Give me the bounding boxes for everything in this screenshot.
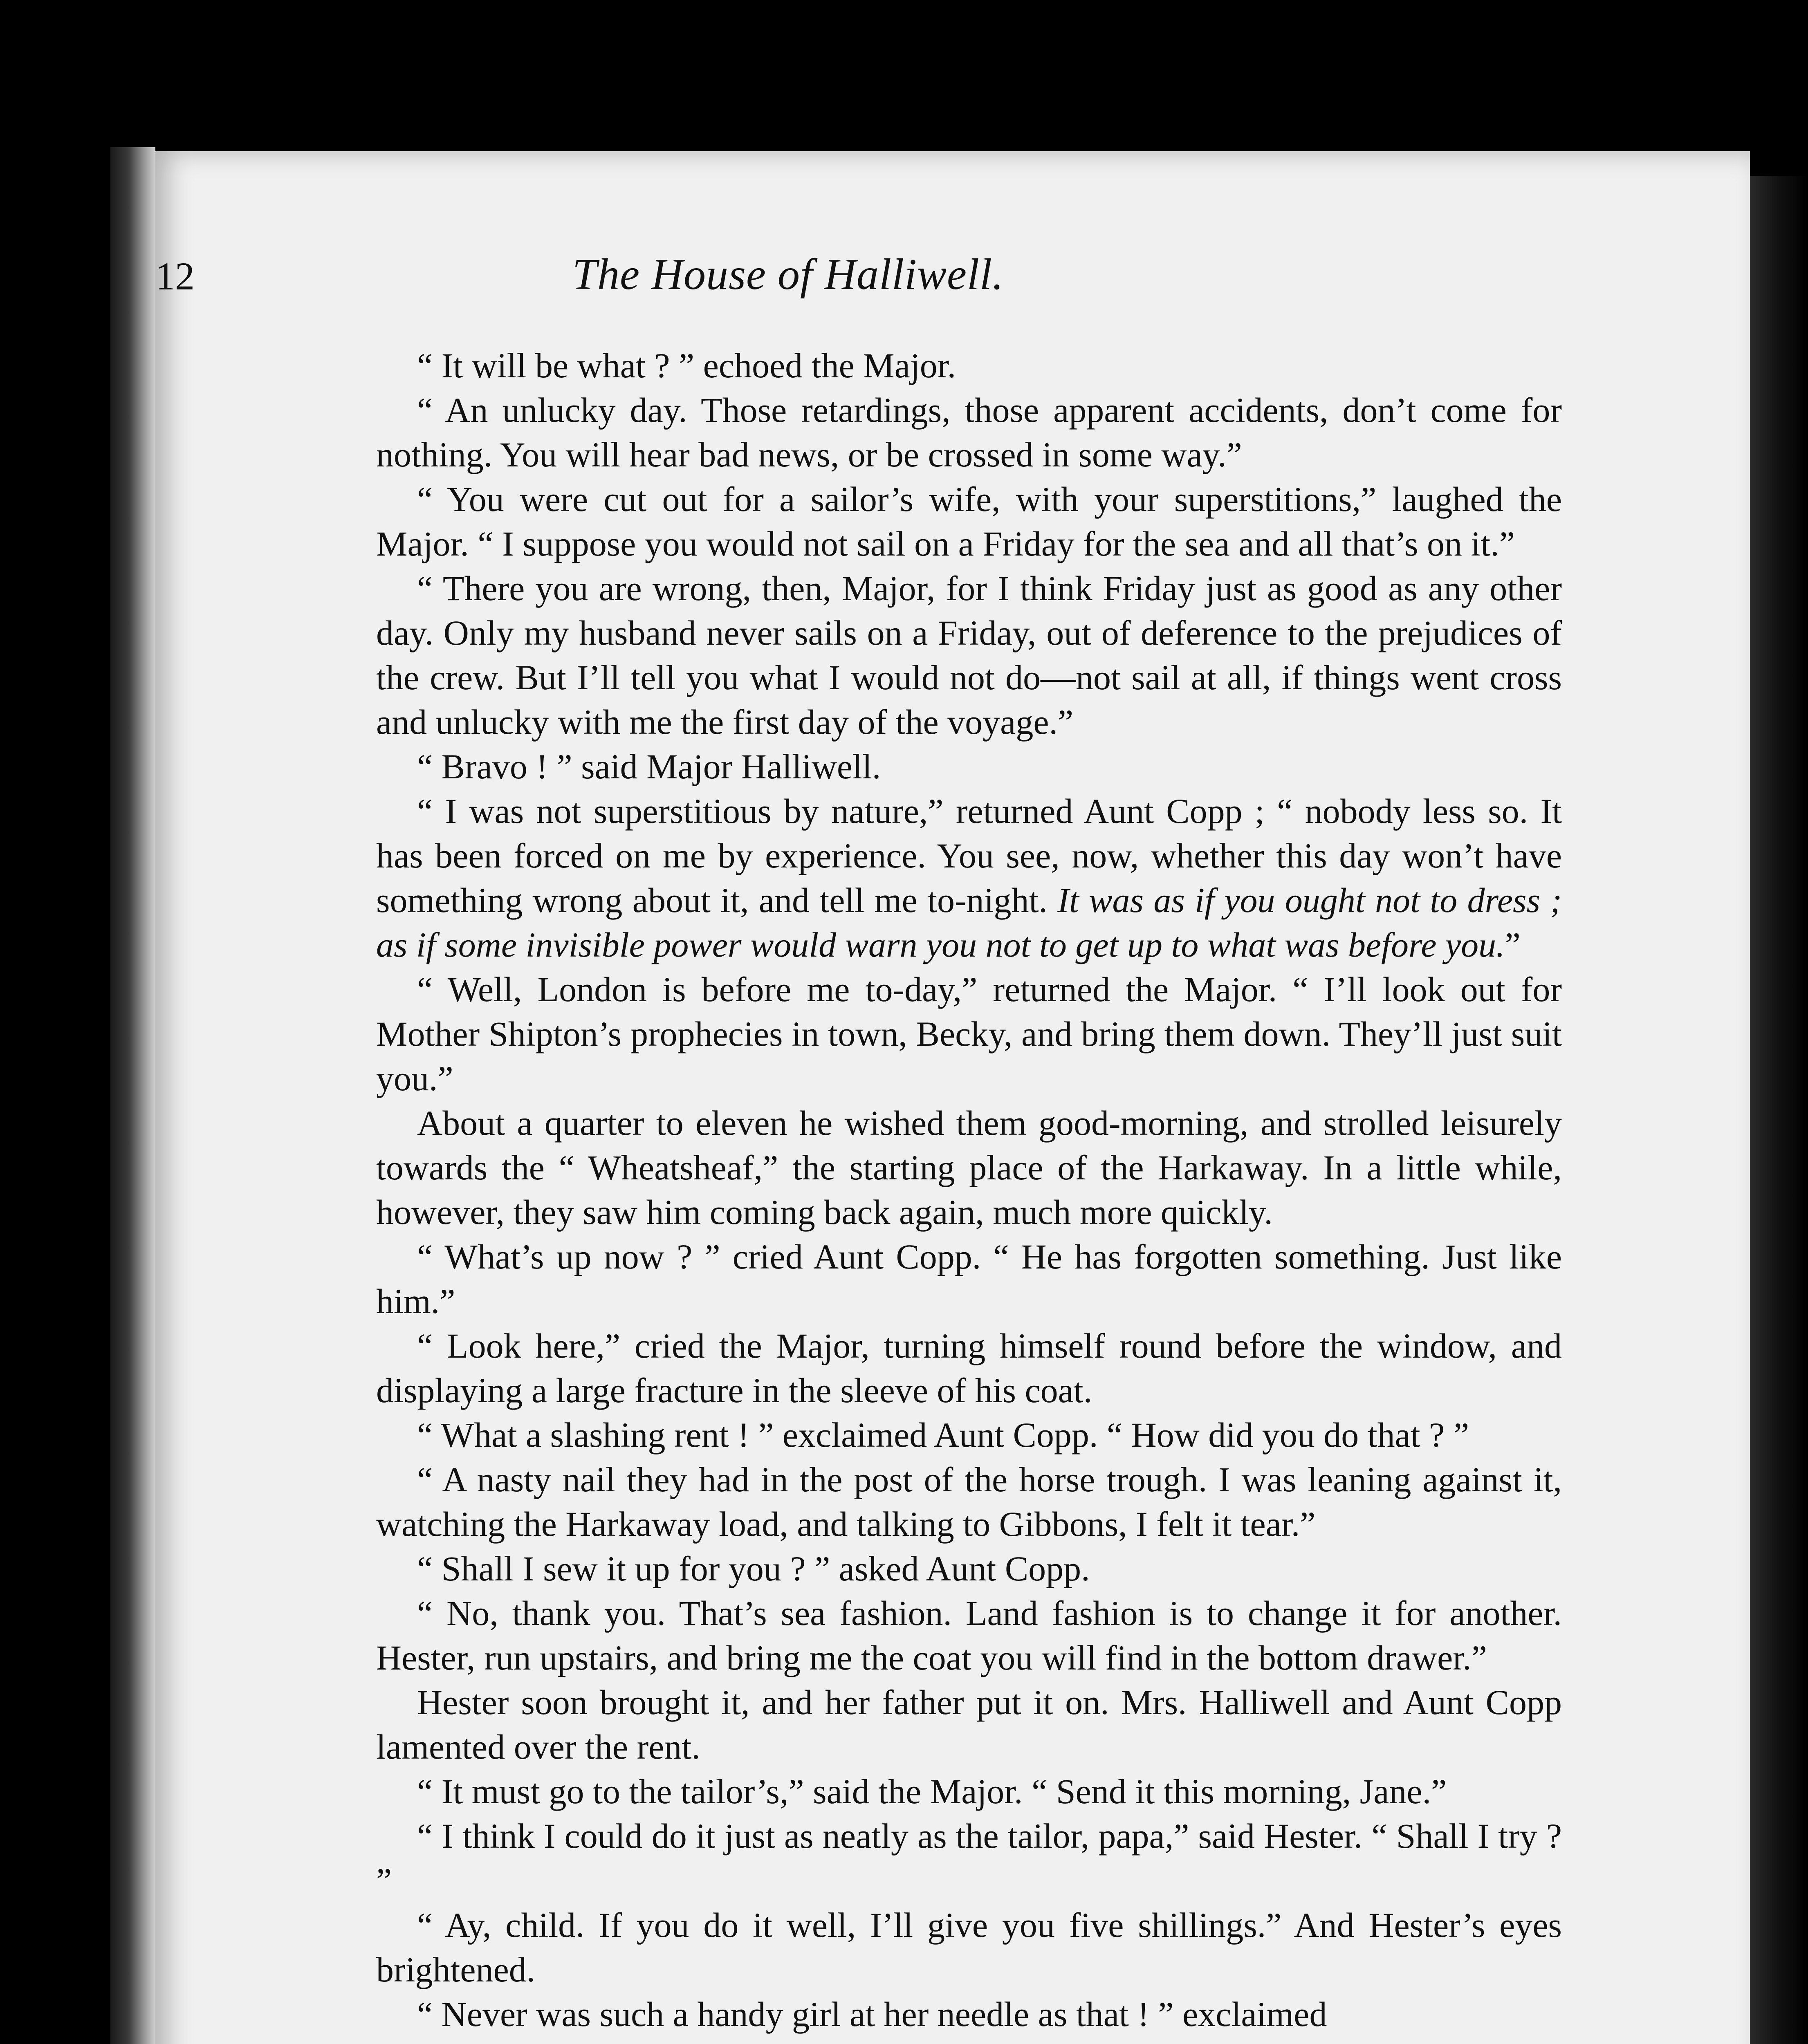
- paragraph: “ A nasty nail they had in the post of the horse trough. I was leaning against it, watching the Harkaway load, and talking to Gibbons, I felt it tear.”: [376, 1460, 1562, 1544]
- paragraph: “ An unlucky day. Those retardings, those apparent accidents, don’t come for nothing. You will hear bad news, or be crossed in some way.”: [376, 390, 1562, 474]
- paragraph: “ It will be what ? ” echoed the Major.: [417, 346, 956, 385]
- paragraph: About a quarter to eleven he wished them good-morning, and strolled leisurely towards the “ Wheatsheaf,” the starting place of the Harkaway. In a little while, however, they saw him coming back again, much more quickly.: [376, 1103, 1562, 1232]
- paragraph: “ Well, London is before me to-day,” returned the Major. “ I’ll look out for Mother Shipton’s prophecies in town, Becky, and bring them down. They’ll just suit you.”: [376, 970, 1562, 1098]
- book-binding-edge: [110, 147, 155, 2044]
- paragraph-text: ”: [1505, 925, 1521, 964]
- body-text: [376, 343, 1562, 2037]
- paragraph: “ What a slashing rent ! ” exclaimed Aunt Copp. “ How did you do that ? ”: [417, 1415, 1469, 1455]
- paragraph-text: “ I was not superstitious by nature,” returned Aunt Copp ; “ nobody less so. It has been forced on me by experience. You see, now, whether this day won’t have something wrong about it, and tell me to-night.: [376, 791, 1562, 920]
- paragraph: “ Shall I sew it up for you ? ” asked Aunt Copp.: [417, 1549, 1090, 1588]
- paragraph: “ Bravo ! ” said Major Halliwell.: [417, 747, 881, 786]
- paragraph: “ There you are wrong, then, Major, for I think Friday just as good as any other day. Only my husband never sails on a Friday, out of deference to the prejudices of the crew. But I’ll tell you what I would not do—not sail at all, if things went cross and unlucky with me the first day of the voyage.”: [376, 569, 1562, 742]
- running-title: The House of Halliwell.: [572, 250, 1004, 299]
- paragraph: “ No, thank you. That’s sea fashion. Land fashion is to change it for another. Hester, run upstairs, and bring me the coat you will find in the bottom drawer.”: [376, 1594, 1562, 1677]
- paragraph: “ I think I could do it just as neatly as the tailor, papa,” said Hester. “ Shall I try ? ”: [376, 1816, 1562, 1900]
- paragraph: Hester soon brought it, and her father put it on. Mrs. Halliwell and Aunt Copp lamented over the rent.: [376, 1683, 1562, 1766]
- paragraph: “ Ay, child. If you do it well, I’ll give you five shillings.” And Hester’s eyes brightened.: [376, 1905, 1562, 1989]
- paragraph: “ You were cut out for a sailor’s wife, with your superstitions,” laughed the Major. “ I suppose you would not sail on a Friday for the sea and all that’s on it.”: [376, 480, 1562, 563]
- page-number: 12: [155, 254, 195, 298]
- paragraph: “ Look here,” cried the Major, turning himself round before the window, and displaying a large fracture in the sleeve of his coat.: [376, 1326, 1562, 1410]
- paragraph: “ It must go to the tailor’s,” said the Major. “ Send it this morning, Jane.”: [417, 1772, 1447, 1811]
- paragraph: “ What’s up now ? ” cried Aunt Copp. “ He has forgotten something. Just like him.”: [376, 1237, 1562, 1321]
- paragraph: [376, 789, 1562, 967]
- paragraph: “ Never was such a handy girl at her needle as that ! ” exclaimed: [417, 1995, 1327, 2034]
- italic-passage: It was as if you ought not to dress ; as if some invisible power would warn you not to get up to what was before you.: [376, 881, 1562, 964]
- page-right-edge: [1750, 176, 1808, 2044]
